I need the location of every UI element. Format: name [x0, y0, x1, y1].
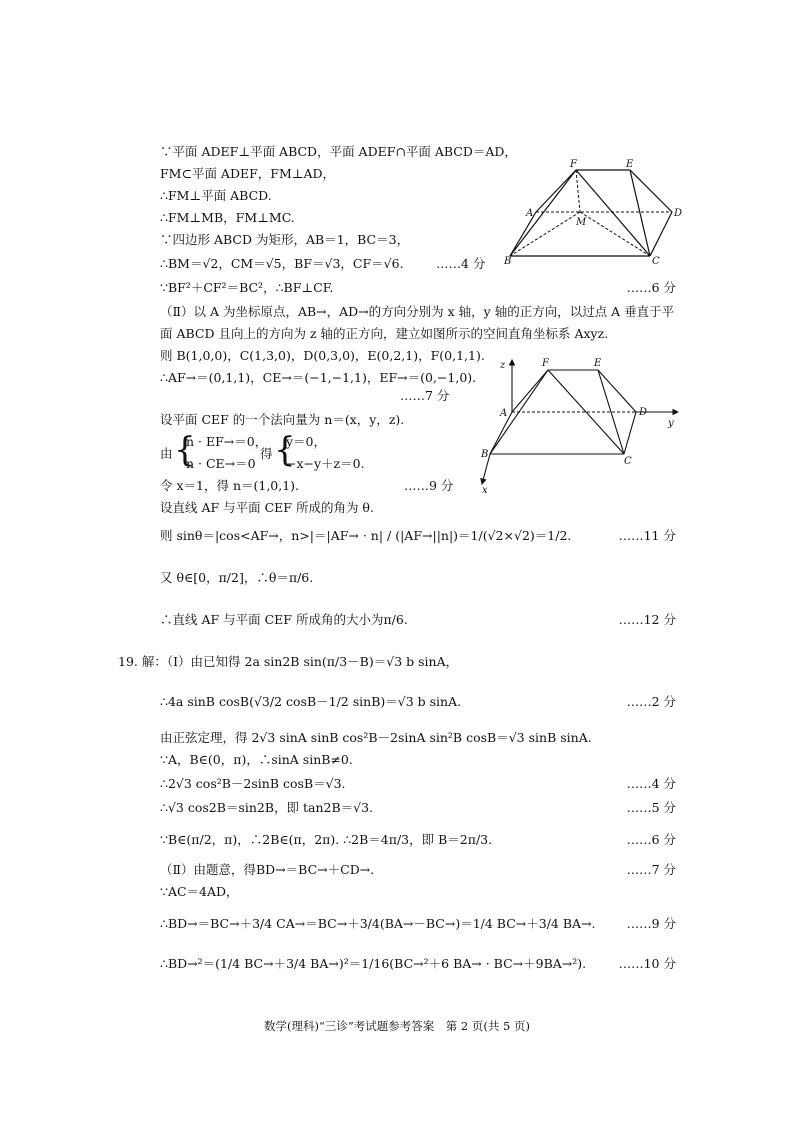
text-line: ∵BF²＋CF²＝BC²，∴BF⊥CF.	[160, 280, 334, 295]
text-line: ∵B∈(π/2，π)，∴2B∈(π，2π). ∴2B＝4π/3，即 B＝2π/3.	[160, 832, 493, 847]
brace: {	[174, 430, 196, 470]
text-line: ∴4a sinB cosB(√3/2 cosB－1/2 sinB)＝√3 b sinA.	[160, 694, 462, 709]
vertex-label-E: E	[626, 159, 634, 170]
score-mark: ……9 分	[626, 916, 676, 931]
text-line: ∵四边形 ABCD 为矩形，AB＝1，BC＝3，	[160, 232, 410, 247]
hidden-edge-FM	[576, 170, 580, 212]
equation-prefix: 得	[260, 446, 273, 461]
axis-label-x: x	[482, 485, 488, 496]
score-mark: ……2 分	[626, 694, 676, 709]
text-line: 又 θ∈[0，π/2]，∴θ＝π/6.	[160, 570, 314, 585]
score-mark: ……9 分	[404, 478, 454, 493]
text-line: ∴AF→＝(0,1,1)，CE→＝(−1,−1,1)，EF→＝(0,−1,0).	[160, 370, 477, 385]
vertex-label-A: A	[526, 208, 534, 219]
vertex-label-C: C	[624, 456, 632, 467]
text-line: 面 ABCD 且向上的方向为 z 轴的正方向，建立如图所示的空间直角坐标系 Axyz.	[160, 326, 609, 341]
vertex-label-C: C	[652, 256, 660, 267]
text-line: ∴FM⊥平面 ABCD.	[160, 188, 272, 203]
text-line: ∵AC＝4AD，	[160, 884, 239, 899]
vertex-label-D: D	[639, 407, 648, 418]
vertex-label-B: B	[481, 449, 489, 460]
vertex-label-A: A	[500, 408, 508, 419]
axis-label-z: z	[500, 360, 506, 371]
edge-FC	[576, 170, 650, 256]
text-line: ∴FM⊥MB，FM⊥MC.	[160, 210, 295, 225]
score-mark: ……10 分	[618, 956, 676, 971]
axis-label-y: y	[668, 418, 674, 429]
score-mark: ……4 分	[626, 776, 676, 791]
text-line: 则 sinθ＝|cos<AF→，n>|＝|AF→ · n| / (|AF→||n|)＝1/(√2×√2)＝1/2.	[160, 528, 572, 543]
text-line: 由正弦定理，得 2√3 sinA sinB cos²B－2sinA sin²B cosB＝√3 sinB sinA.	[160, 730, 592, 745]
edge-EC	[598, 370, 624, 454]
edge-FB	[510, 170, 576, 256]
vertex-label-D: D	[674, 208, 683, 219]
score-mark: ……7 分	[400, 388, 450, 403]
score-mark: ……5 分	[626, 800, 676, 815]
text-line: 则 B(1,0,0)，C(1,3,0)，D(0,3,0)，E(0,2,1)，F(0,1,1).	[160, 348, 485, 363]
text-line: 令 x＝1，得 n＝(1,0,1).	[160, 478, 300, 493]
edge-CD	[650, 212, 672, 256]
score-mark: ……6 分	[626, 280, 676, 295]
edge-EC	[630, 170, 650, 256]
equation-row: y＝0，	[286, 434, 327, 449]
equation-row: n · CE→＝0	[186, 456, 256, 471]
text-line: ∴BD→²＝(1/4 BC→＋3/4 BA→)²＝1/16(BC→²＋6 BA→ · BC→＋9BA→²).	[160, 956, 587, 971]
score-mark: ……6 分	[626, 832, 676, 847]
edge-ED	[598, 370, 636, 412]
score-mark: ……12 分	[618, 612, 676, 627]
text-line: ∴BD→＝BC→＋3/4 CA→＝BC→＋3/4(BA→－BC→)＝1/4 BC→＋3/4 BA→.	[160, 916, 596, 931]
text-line: （Ⅱ）由题意，得BD→＝BC→＋CD→.	[160, 862, 375, 877]
text-line: ∴2√3 cos²B－2sinB cosB＝√3.	[160, 776, 346, 791]
text-line: ∴√3 cos2B＝sin2B，即 tan2B＝√3.	[160, 800, 374, 815]
text-line: FM⊂平面 ADEF，FM⊥AD，	[160, 166, 336, 181]
equation-row: −x−y＋z＝0.	[286, 456, 365, 471]
text-line: ∵A，B∈(0，π)，∴sinA sinB≠0.	[160, 752, 353, 767]
edge-AF	[536, 170, 576, 212]
brace: {	[274, 430, 296, 470]
hidden-edge-MB	[510, 212, 580, 256]
text-line: ∴BM＝√2，CM＝√5，BF＝√3，CF＝√6.	[160, 256, 404, 271]
text-line: ∴直线 AF 与平面 CEF 所成角的大小为π/6.	[160, 612, 408, 627]
equation-row: n · EF→＝0，	[186, 434, 268, 449]
text-line: ∵平面 ADEF⊥平面 ABCD，平面 ADEF∩平面 ABCD＝AD，	[160, 144, 517, 159]
score-mark: ……4 分	[436, 256, 486, 271]
coordinate-figure-2	[478, 356, 688, 496]
score-mark: ……7 分	[626, 862, 676, 877]
text-line: 设平面 CEF 的一个法向量为 n＝(x，y，z).	[160, 412, 405, 427]
vertex-label-B: B	[504, 256, 512, 267]
text-line: 设直线 AF 与平面 CEF 所成的角为 θ.	[160, 500, 374, 515]
page-footer: 数学(理科)“三诊”考试题参考答案 第 2 页(共 5 页)	[264, 1019, 530, 1033]
score-mark: ……11 分	[618, 528, 676, 543]
polyhedron-figure-1	[496, 158, 686, 270]
vertex-label-F: F	[542, 358, 549, 369]
equation-prefix: 由	[160, 446, 173, 461]
edge-CD	[624, 412, 636, 454]
vertex-label-M: M	[576, 217, 587, 228]
edge-ED	[630, 170, 672, 212]
edge-AF	[512, 370, 548, 412]
vertex-label-E: E	[594, 358, 602, 369]
hidden-edge-MC	[580, 212, 650, 256]
text-line: 19. 解：（Ⅰ）由已知得 2a sin2B sin(π/3－B)＝√3 b sinA，	[118, 654, 459, 669]
text-line: （Ⅱ）以 A 为坐标原点，AB→，AD→的方向分别为 x 轴，y 轴的正方向，以过点 A 垂直于平	[160, 304, 675, 319]
vertex-label-F: F	[570, 159, 577, 170]
